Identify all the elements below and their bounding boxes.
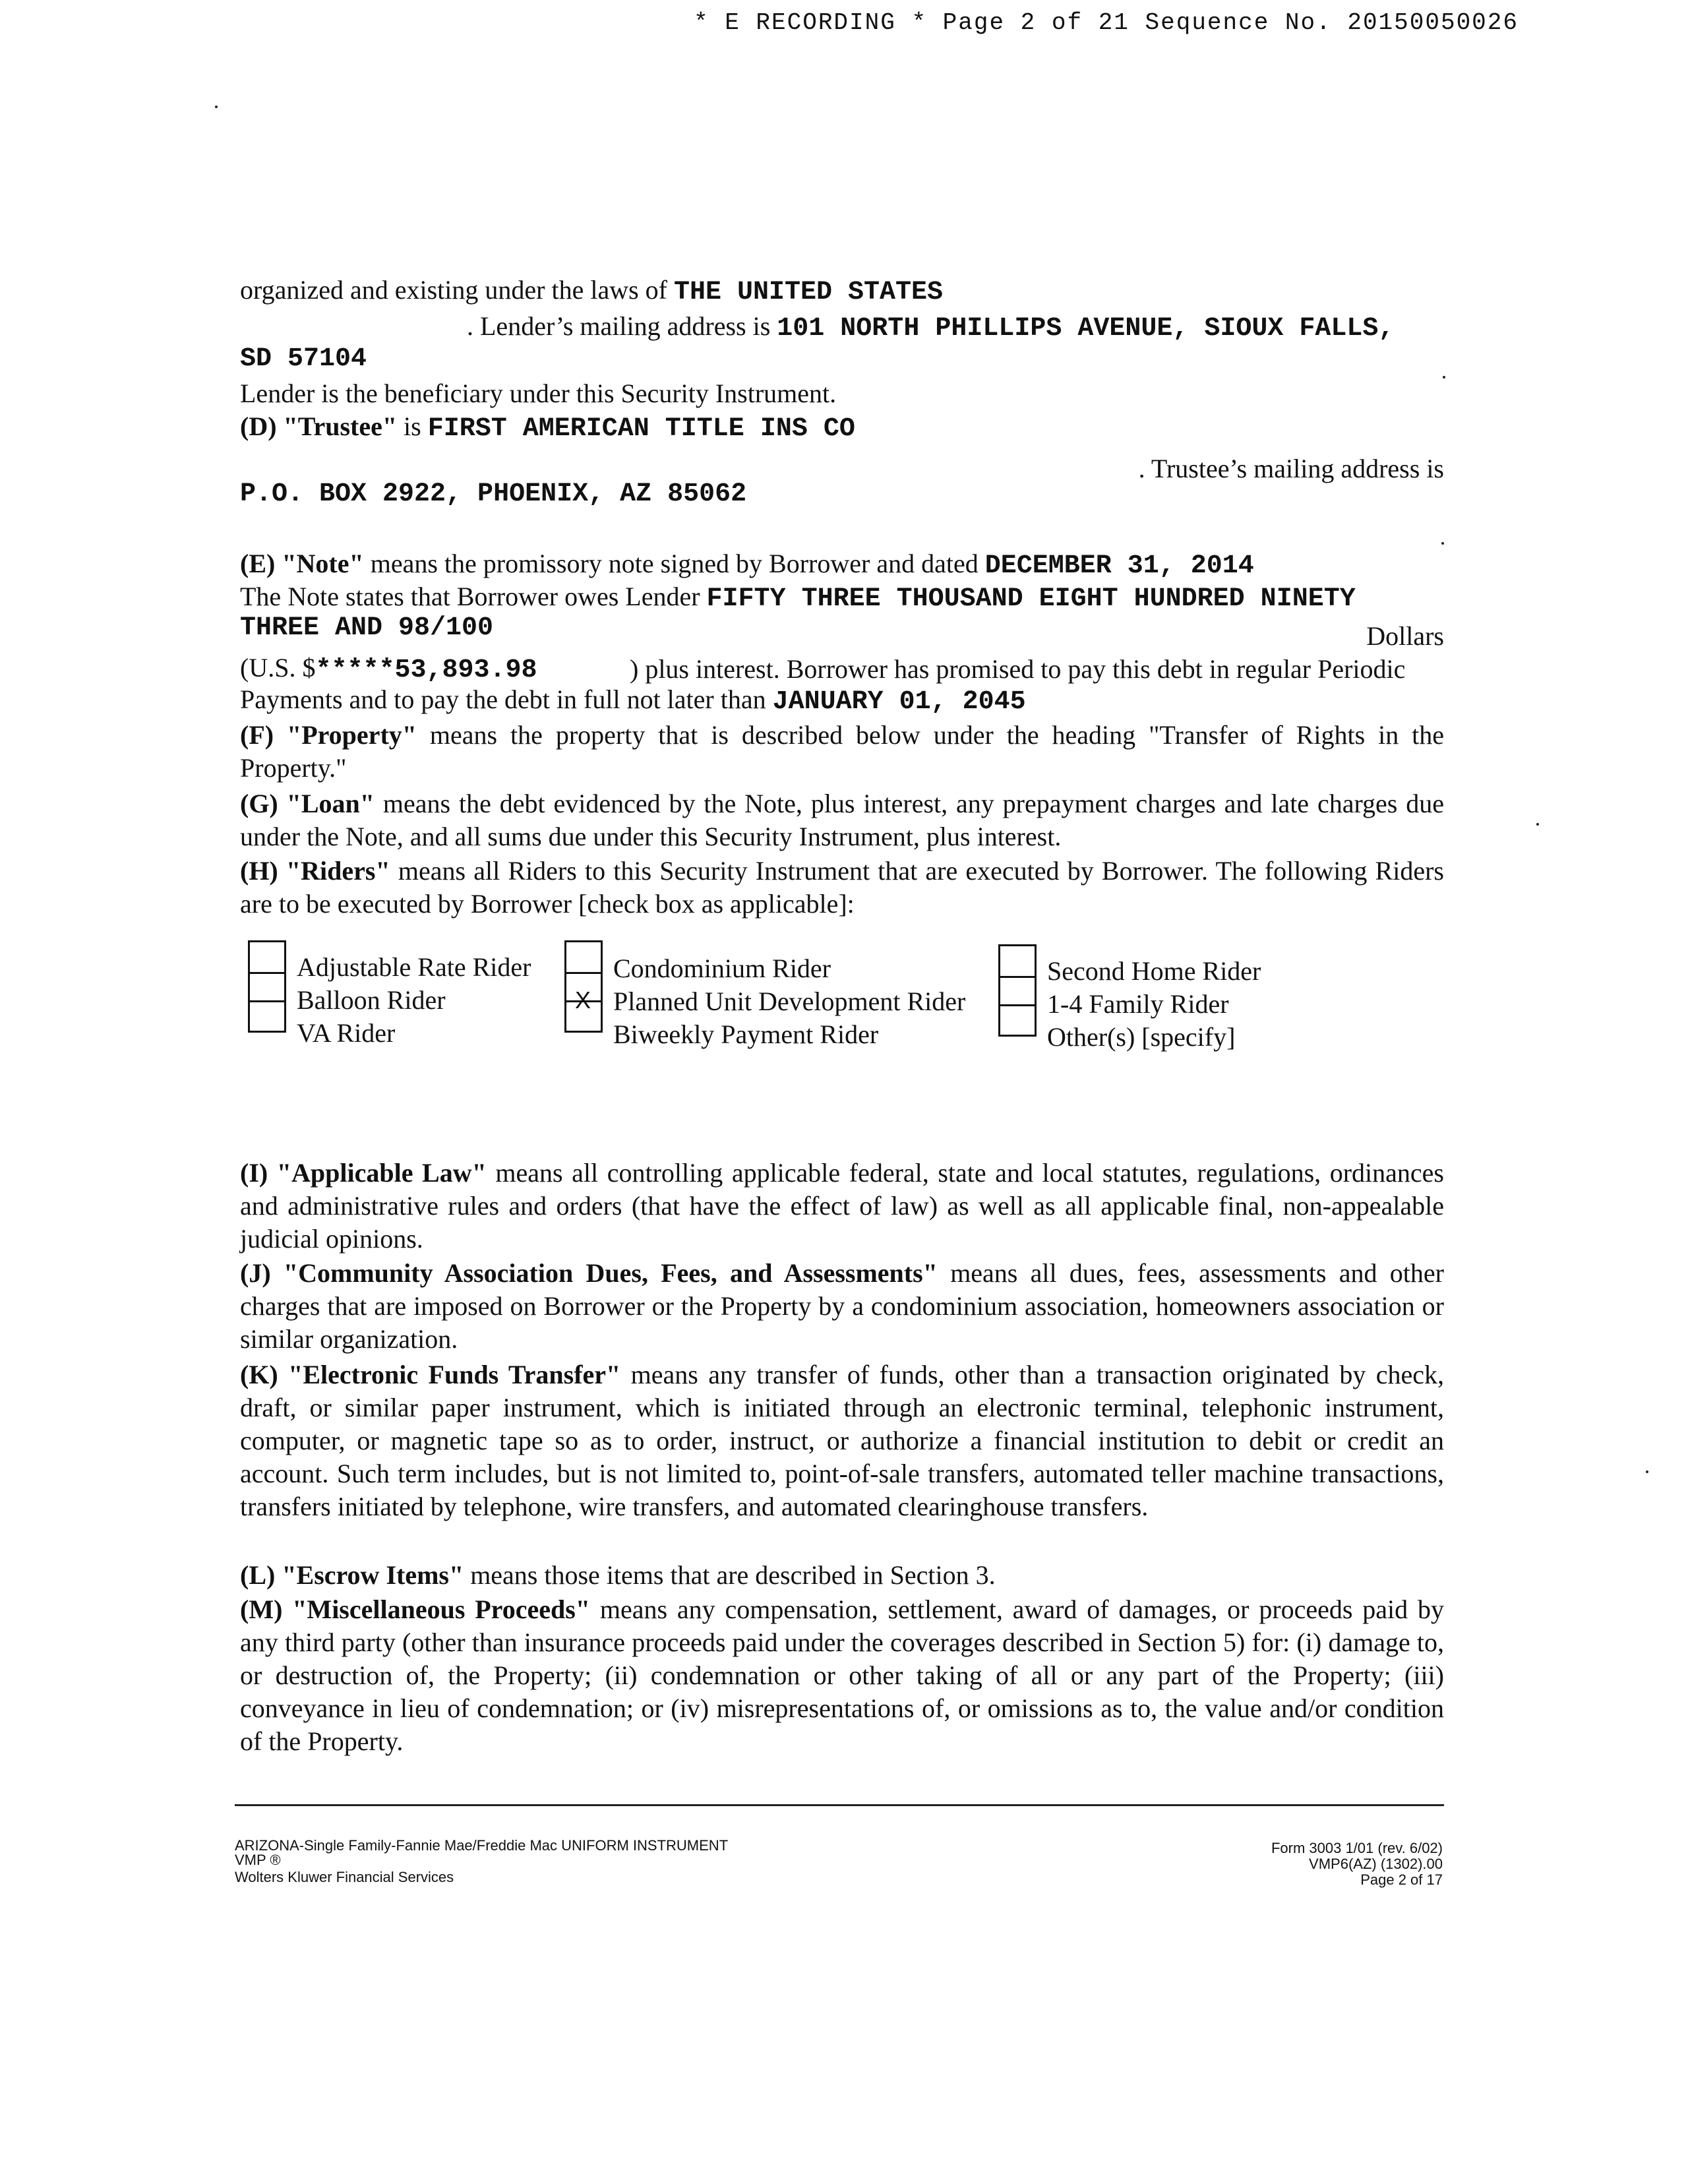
misc-text: means any compensation, settlement, award of damages, or proceeds paid by any third party (other than insurance proceeds paid under the coverages described in Section 5) for: (i) damage to, or destruction of, the Property; (ii) condemnation or other taking of all or any part of the Property; (iii) conveyance in lieu of condemnation; or (iv) misrepresentations of, or omissions as to, the value and/or condition of the Property. xyxy=(240,1594,1445,1756)
pud-checked-mark: X xyxy=(575,986,591,1014)
scan-speck xyxy=(1441,542,1444,545)
definition-community-association xyxy=(240,1257,1444,1356)
definition-loan xyxy=(240,787,1444,853)
riders-text: means all Riders to this Security Instrument that are executed by Borrower. The following Riders are to be executed by Borrower [check box as applicable]: xyxy=(240,856,1444,919)
note-owes-text: The Note states that Borrower owes Lender xyxy=(240,582,700,611)
rider-label-va: VA Rider xyxy=(297,1018,396,1048)
eft-text: means any transfer of funds, other than a transaction originated by check, draft, or similar paper instrument, which is initiated through an electronic terminal, telephonic instrument, computer, or magnetic tape so as to order, instruct, or authorize a financial institution to debit or credit an account. Such term includes, but is not limited to, point-of-sale transfers, automated teller machine transactions, transfers initiated by telephone, wire transfers, and automated clearinghouse transfers. xyxy=(240,1360,1445,1521)
note-line1 xyxy=(240,547,1254,583)
rider-label-condominium: Condominium Rider xyxy=(613,954,831,983)
eft-label: (K) "Electronic Funds Transfer" xyxy=(240,1360,621,1389)
note-maturity-date: JANUARY 01, 2045 xyxy=(772,687,1026,717)
trustee-line xyxy=(240,410,855,446)
scan-speck xyxy=(1646,1471,1648,1473)
note-owes-line xyxy=(240,580,1356,616)
rider-label-biweekly-payment: Biweekly Payment Rider xyxy=(613,1019,879,1049)
definition-escrow-items xyxy=(240,1559,1444,1592)
note-line1-text: means the promissory note signed by Borrower and dated xyxy=(370,549,979,578)
scan-speck xyxy=(215,106,218,108)
note-us-prefix: (U.S. $ xyxy=(240,653,316,682)
recording-header: * E RECORDING * Page 2 of 21 Sequence No. 20150050026 xyxy=(694,9,1519,36)
property-text: means the property that is described below under the heading "Transfer of Rights in the Property." xyxy=(240,720,1444,783)
definition-miscellaneous-proceeds xyxy=(240,1593,1444,1758)
trustee-name: FIRST AMERICAN TITLE INS CO xyxy=(427,414,855,444)
scan-speck xyxy=(1443,376,1445,379)
trustee-address: P.O. BOX 2922, PHOENIX, AZ 85062 xyxy=(240,479,747,509)
applicable-law-label: (I) "Applicable Law" xyxy=(240,1158,487,1188)
checkbox-biweekly-payment-rider[interactable] xyxy=(564,1002,603,1033)
trustee-label: (D) "Trustee" xyxy=(240,411,398,441)
note-dollars: Dollars xyxy=(1366,621,1444,651)
footer-divider xyxy=(235,1804,1444,1806)
note-date: DECEMBER 31, 2014 xyxy=(984,551,1254,581)
lender-mailing-prefix: . Lender’s mailing address is xyxy=(467,311,771,341)
note-us-line xyxy=(240,652,537,687)
lender-address-line1: 101 NORTH PHILLIPS AVENUE, SIOUX FALLS, xyxy=(777,314,1395,344)
rider-label-planned-unit-development: Planned Unit Development Rider xyxy=(613,986,966,1016)
note-payments-line xyxy=(240,683,1026,719)
footer-left-line2: VMP ® xyxy=(235,1852,281,1868)
note-plus-interest: ) plus interest. Borrower has promised to pay this debt in regular Periodic xyxy=(630,654,1406,684)
note-amount-words-2: THREE AND 98/100 xyxy=(240,613,494,643)
note-payments-text: Payments and to pay the debt in full not later than xyxy=(240,684,766,714)
checkbox-second-home-rider[interactable] xyxy=(998,944,1037,1006)
footer-left-line1: ARIZONA-Single Family-Fannie Mae/Freddie Mac UNIFORM INSTRUMENT xyxy=(235,1837,729,1854)
loan-text: means the debt evidenced by the Note, plus interest, any prepayment charges and late charges due under the Note, and all sums due under this Security Instrument, plus interest. xyxy=(240,789,1445,851)
footer-left-line3: Wolters Kluwer Financial Services xyxy=(235,1869,454,1885)
rider-label-balloon: Balloon Rider xyxy=(297,985,446,1015)
lender-country: THE UNITED STATES xyxy=(673,278,944,307)
lender-beneficiary-line: Lender is the beneficiary under this Security Instrument. xyxy=(240,379,837,408)
note-amount-numeric: *****53,893.98 xyxy=(315,655,537,685)
escrow-label: (L) "Escrow Items" xyxy=(240,1560,464,1590)
community-label: (J) "Community Association Dues, Fees, and Assessments" xyxy=(240,1258,938,1288)
definition-property xyxy=(240,719,1444,785)
scan-speck xyxy=(1536,823,1539,826)
loan-label: (G) "Loan" xyxy=(240,789,375,818)
trustee-is: is xyxy=(404,411,421,441)
rider-label-second-home: Second Home Rider xyxy=(1047,956,1261,986)
definition-applicable-law xyxy=(240,1157,1444,1256)
note-label: (E) "Note" xyxy=(240,549,364,578)
applicable-law-text: means all controlling applicable federal, state and local statutes, regulations, ordinances and administrative rules and orders (that have the effect of law) as well as all applicable final, non-appealable judicial opinions. xyxy=(240,1158,1444,1254)
footer-right-line1: Form 3003 1/01 (rev. 6/02) xyxy=(1271,1840,1443,1856)
checkbox-adjustable-rate-rider[interactable] xyxy=(248,940,286,1002)
checkbox-va-rider[interactable] xyxy=(248,1002,286,1033)
riders-label: (H) "Riders" xyxy=(240,856,390,886)
rider-label-adjustable-rate: Adjustable Rate Rider xyxy=(297,952,531,982)
community-text: means all dues, fees, assessments and other charges that are imposed on Borrower or the Property by a condominium association, homeowners association or similar organization. xyxy=(240,1258,1444,1354)
lender-mailing-line xyxy=(467,310,1394,346)
lender-organized-prefix: organized and existing under the laws of xyxy=(240,275,667,305)
note-amount-words-1: FIFTY THREE THOUSAND EIGHT HUNDRED NINETY xyxy=(706,584,1356,614)
footer-right-line2: VMP6(AZ) (1302).00 xyxy=(1309,1856,1443,1872)
trustee-mailing-suffix: . Trustee’s mailing address is xyxy=(1138,454,1444,483)
lender-organized-line xyxy=(240,274,943,309)
lender-address-line2: SD 57104 xyxy=(240,344,367,374)
rider-label-other: Other(s) [specify] xyxy=(1047,1022,1236,1052)
footer-right-line3: Page 2 of 17 xyxy=(1360,1871,1443,1888)
rider-label-1-4-family: 1-4 Family Rider xyxy=(1047,989,1229,1019)
property-label: (F) "Property" xyxy=(240,720,417,750)
escrow-text: means those items that are described in Section 3. xyxy=(470,1560,996,1590)
misc-label: (M) "Miscellaneous Proceeds" xyxy=(240,1594,590,1624)
checkbox-other-rider[interactable] xyxy=(998,1006,1037,1037)
definition-riders xyxy=(240,855,1444,921)
definition-electronic-funds-transfer xyxy=(240,1358,1444,1523)
